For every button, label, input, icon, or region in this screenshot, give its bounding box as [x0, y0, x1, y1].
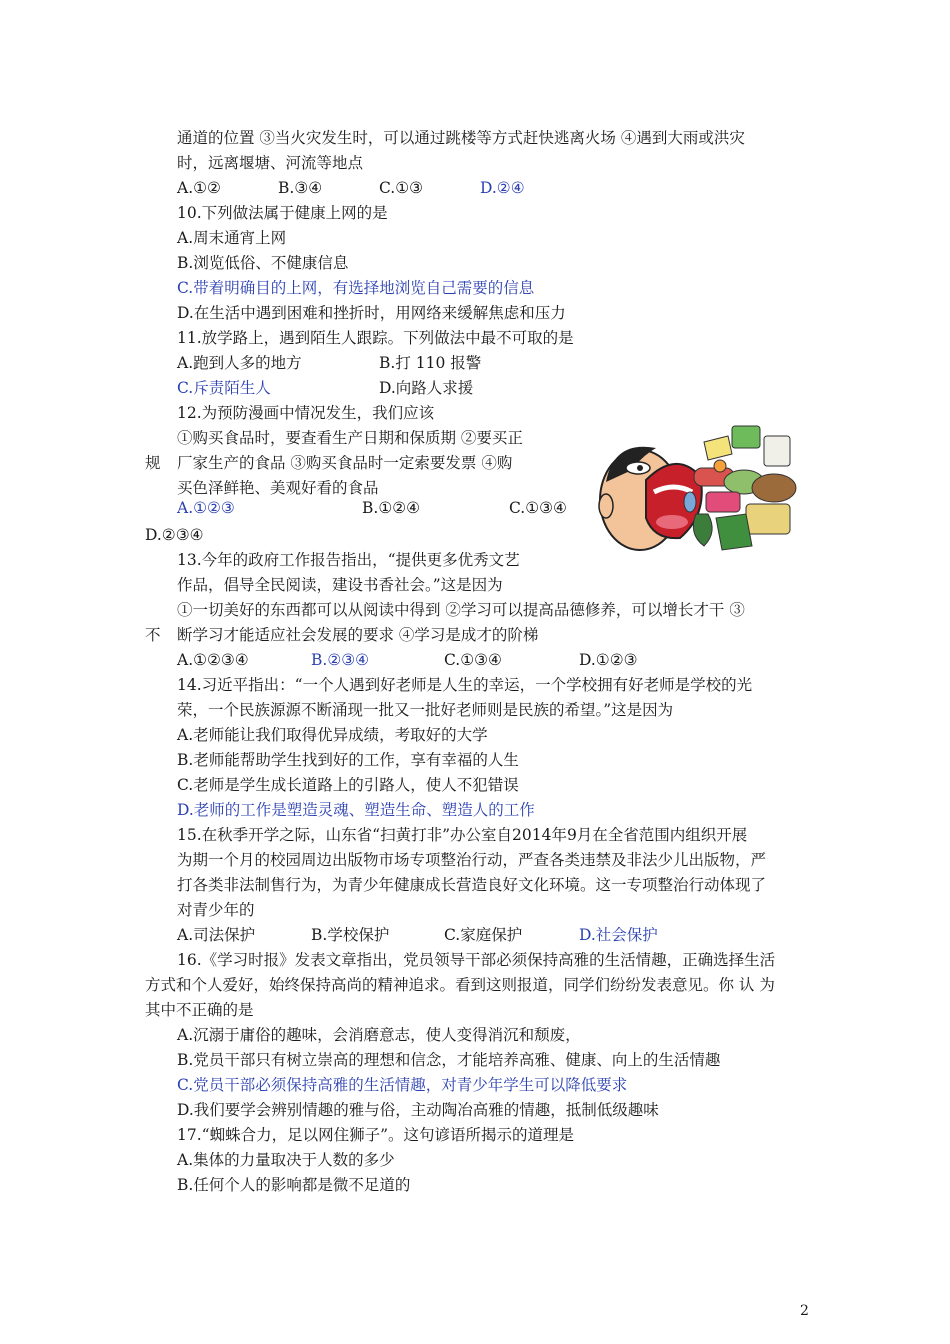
q17-option-b: B.任何个人的影响都是微不足道的	[177, 1176, 411, 1194]
q16-option-b: B.党员干部只有树立崇高的理想和信念，才能培养高雅、健康、向上的生活情趣	[177, 1051, 721, 1069]
text-line: 时，远离堰塘、河流等地点	[177, 154, 364, 172]
q14-stem: 14.习近平指出：“一个人遇到好老师是人生的幸运，一个学校拥有好老师是学校的光	[177, 676, 753, 694]
q12-line: ①购买食品时，要查看生产日期和保质期 ②要买正	[177, 429, 523, 447]
q12-option-c: C.①③④	[509, 499, 567, 517]
q10-stem: 10.下列做法属于健康上网的是	[177, 204, 388, 222]
q17-option-a: A.集体的力量取决于人数的多少	[177, 1151, 395, 1169]
q17-stem: 17.“蜘蛛合力，足以网住狮子”。这句谚语所揭示的道理是	[177, 1126, 575, 1144]
q9-answer: D.②④	[480, 179, 525, 197]
q13-stem: 作品，倡导全民阅读，建设书香社会。”这是因为	[177, 576, 503, 594]
q10-option-b: B.浏览低俗、不健康信息	[177, 254, 349, 272]
text-line: 通道的位置 ③当火灾发生时，可以通过跳楼等方式赶快逃离火场 ④遇到大雨或洪灾	[177, 129, 745, 147]
page-number: 2	[800, 1303, 809, 1319]
q13-stem: 13.今年的政府工作报告指出，“提供更多优秀文艺	[177, 551, 520, 569]
q15-option-a: A.司法保护	[177, 926, 256, 944]
q11-answer: C.斥责陌生人	[177, 379, 271, 397]
q14-option-c: C.老师是学生成长道路上的引路人，使人不犯错误	[177, 776, 519, 794]
q16-option-a: A.沉溺于庸俗的趣味，会消磨意志，使人变得消沉和颓废，	[177, 1026, 581, 1044]
q11-option-d: D.向路人求援	[379, 379, 474, 397]
q10-option-d: D.在生活中遇到困难和挫折时，用网络来缓解焦虑和压力	[177, 304, 566, 322]
q13-line: 不	[145, 626, 161, 644]
food-safety-cartoon	[596, 422, 804, 554]
q15-stem: 为期一个月的校园周边出版物市场专项整治行动，严查各类违禁及非法少儿出版物，严	[177, 851, 767, 869]
q12-answer: A.①②③	[177, 499, 235, 517]
q12-stem: 12.为预防漫画中情况发生，我们应该	[177, 404, 435, 422]
q15-stem: 15.在秋季开学之际，山东省“扫黄打非”办公室自2014年9月在全省范围内组织开展	[177, 826, 748, 844]
q15-stem: 打各类非法制售行为，为青少年健康成长营造良好文化环境。这一专项整治行动体现了	[177, 876, 767, 894]
q12-line: 规	[145, 454, 161, 472]
q12-line: 买色泽鲜艳、美观好看的食品	[177, 479, 379, 497]
q16-answer: C.党员干部必须保持高雅的生活情趣，对青少年学生可以降低要求	[177, 1076, 628, 1094]
q16-stem: 16.《学习时报》发表文章指出，党员领导干部必须保持高雅的生活情趣，正确选择生活	[177, 951, 776, 969]
q14-option-b: B.老师能帮助学生找到好的工作，享有幸福的人生	[177, 751, 519, 769]
q14-answer: D.老师的工作是塑造灵魂、塑造生命、塑造人的工作	[177, 801, 535, 819]
q13-line: 断学习才能适应社会发展的要求 ④学习是成才的阶梯	[177, 626, 539, 644]
q15-option-b: B.学校保护	[311, 926, 390, 944]
q15-stem: 对青少年的	[177, 901, 255, 919]
q13-option-c: C.①③④	[444, 651, 502, 669]
q11-option-b: B.打 110 报警	[379, 354, 482, 372]
q9-option-b: B.③④	[278, 179, 323, 197]
q13-answer: B.②③④	[311, 651, 370, 669]
q9-option-a: A.①②	[177, 179, 221, 197]
q16-stem: 其中不正确的是	[145, 1001, 254, 1019]
q14-stem: 荣，一个民族源源不断涌现一批又一批好老师则是民族的希望。”这是因为	[177, 701, 674, 719]
q16-option-d: D.我们要学会辨别情趣的雅与俗，主动陶冶高雅的情趣，抵制低级趣味	[177, 1101, 659, 1119]
q11-stem: 11.放学路上，遇到陌生人跟踪。下列做法中最不可取的是	[177, 329, 574, 347]
q10-answer: C.带着明确目的上网，有选择地浏览自己需要的信息	[177, 279, 535, 297]
q12-option-b: B.①②④	[362, 499, 421, 517]
q16-stem: 方式和个人爱好，始终保持高尚的精神追求。看到这则报道，同学们纷纷发表意见。你 认 为	[145, 976, 775, 994]
q13-option-a: A.①②③④	[177, 651, 249, 669]
q10-option-a: A.周末通宵上网	[177, 229, 287, 247]
q15-option-c: C.家庭保护	[444, 926, 523, 944]
q13-option-d: D.①②③	[579, 651, 638, 669]
q12-line: 厂家生产的食品 ③购买食品时一定索要发票 ④购	[177, 454, 513, 472]
q15-answer: D.社会保护	[579, 926, 658, 944]
q14-option-a: A.老师能让我们取得优异成绩，考取好的大学	[177, 726, 488, 744]
q12-option-d: D.②③④	[145, 526, 204, 544]
q13-line: ①一切美好的东西都可以从阅读中得到 ②学习可以提高品德修养，可以增长才干 ③	[177, 601, 745, 619]
q9-option-c: C.①③	[379, 179, 424, 197]
q11-option-a: A.跑到人多的地方	[177, 354, 302, 372]
